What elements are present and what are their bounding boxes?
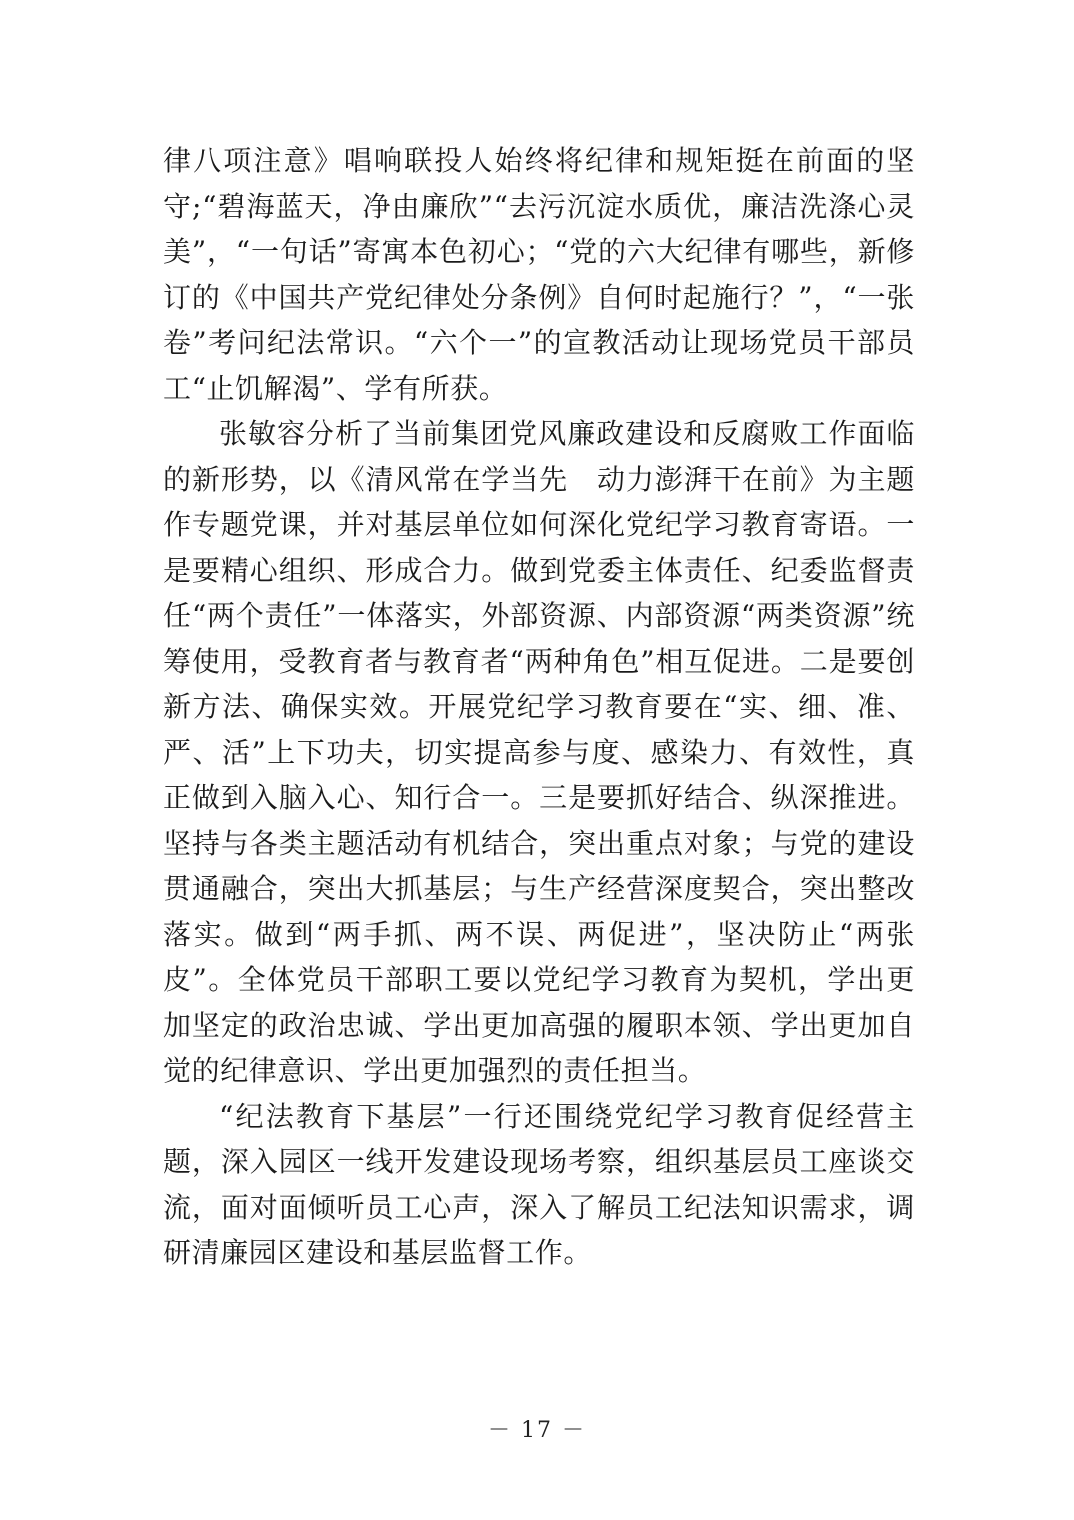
paragraph-party-lecture: 张敏容分析了当前集团党风廉政建设和反腐败工作面临的新形势，以《清风常在学当先 动力澎湃干在前》为主题作专题党课，并对基层单位如何深化党纪学习教育寄语。一是要精心组织、形成合力。做到党委主体责任、纪委监督责任“两个责任”一体落实，外部资源、内部资源“两类资源”统筹使用，受教育者与教育者“两种角色”相互促进。二是要创新方法、确保实效。开展党纪学习教育要在“实、细、准、严、活”上下功夫，切实提高参与度、感染力、有效性，真正做到入脑入心、知行合一。三是要抓好结合、纵深推进。坚持与各类主题活动有机结合，突出重点对象；与党的建设贯通融合，突出大抓基层；与生产经营深度契合，突出整改落实。做到“两手抓、两不误、两促进”，坚决防止“两张皮”。全体党员干部职工要以党纪学习教育为契机，学出更加坚定的政治忠诚、学出更加高强的履职本领、学出更加自觉的纪律意识、学出更加强烈的责任担当。	[163, 417, 915, 1087]
page-number: － 17 －	[488, 1418, 586, 1443]
paragraph-field-visit: “纪法教育下基层”一行还围绕党纪学习教育促经营主题，深入园区一线开发建设现场考察，组织基层员工座谈交流，面对面倾听员工心声，深入了解员工纪法知识需求，调研清廉园区建设和基层监督工作。	[163, 1099, 915, 1269]
body-text	[163, 138, 915, 1276]
paragraph-continued: 律八项注意》唱响联投人始终将纪律和规矩挺在前面的坚守;“碧海蓝天，净由廉欣”“去污沉淀水质优，廉洁洗涤心灵美”，“一句话”寄寓本色初心；“党的六大纪律有哪些，新修订的《中国共产党纪律处分条例》自何时起施行？”，“一张卷”考问纪法常识。“六个一”的宣教活动让现场党员干部员工“止饥解渴”、学有所获。	[163, 144, 915, 405]
